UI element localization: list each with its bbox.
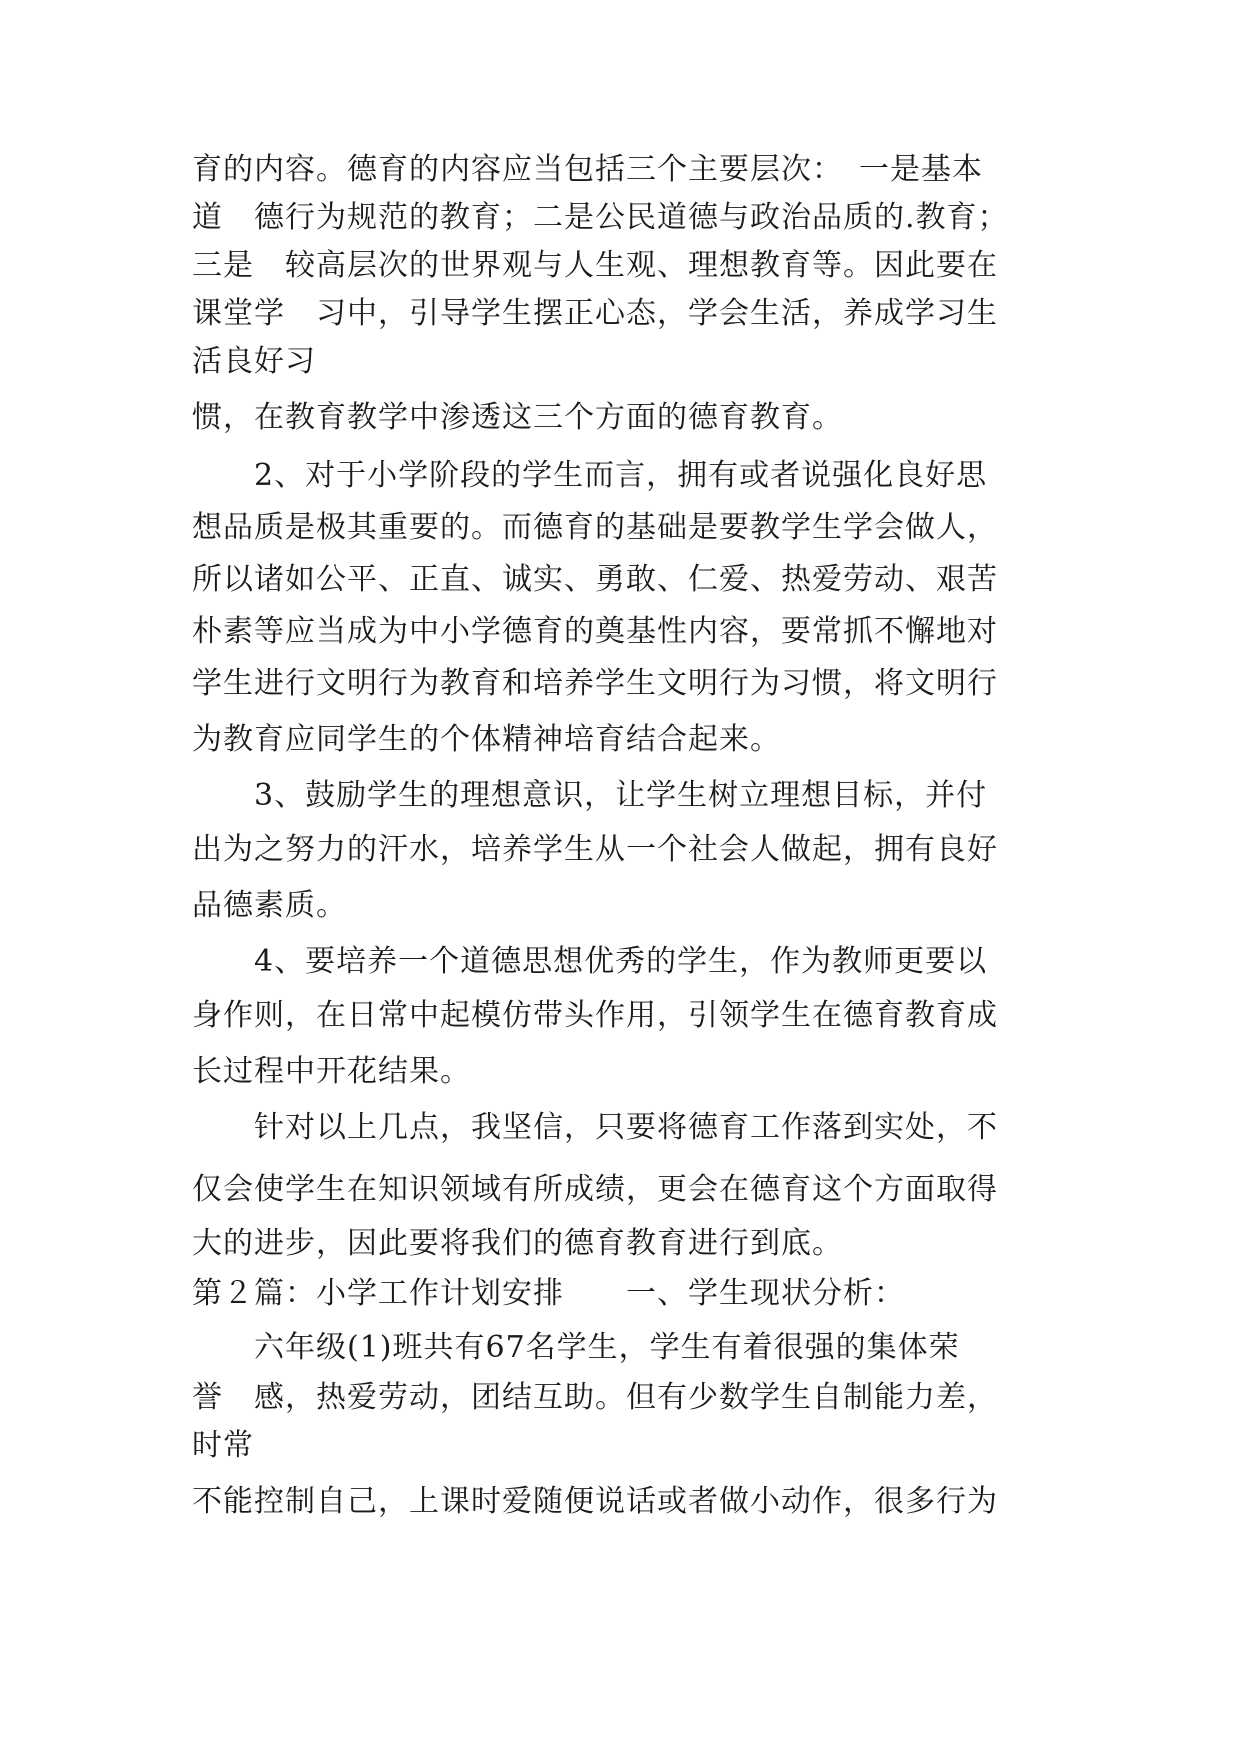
text-line: 育的内容。德育的内容应当包括三个主要层次： 一是基本 [192, 152, 983, 187]
text-line: 大的进步，因此要将我们的德育教育进行到底。 [192, 1226, 843, 1261]
text-line: 课堂学 习中，引导学生摆正心态，学会生活，养成学习生 [192, 296, 998, 331]
text-line: 针对以上几点，我坚信，只要将德育工作落到实处，不 [192, 1110, 998, 1145]
text-line: 2、对于小学阶段的学生而言，拥有或者说强化良好思 [192, 458, 988, 493]
text-line: 仅会使学生在知识领域有所成绩，更会在德育这个方面取得 [192, 1172, 998, 1207]
text-line: 3、鼓励学生的理想意识，让学生树立理想目标，并付 [192, 778, 988, 813]
text-line: 誉 感，热爱劳动，团结互助。但有少数学生自制能力差， [192, 1380, 998, 1415]
text-line: 惯，在教育教学中渗透这三个方面的德育教育。 [192, 400, 843, 435]
text-line: 三是 较高层次的世界观与人生观、理想教育等。因此要在 [192, 248, 998, 283]
text-line: 品德素质。 [192, 888, 347, 923]
text-line: 活良好习 [192, 344, 316, 379]
text-line: 长过程中开花结果。 [192, 1054, 471, 1089]
text-line: 道 德行为规范的教育；二是公民道德与政治品质的.教育； [192, 200, 1009, 235]
text-line: 身作则，在日常中起模仿带头作用，引领学生在德育教育成 [192, 998, 998, 1033]
text-line: 六年级(1)班共有67名学生，学生有着很强的集体荣 [192, 1330, 960, 1365]
text-line: 所以诸如公平、正直、诚实、勇敢、仁爱、热爱劳动、艰苦 [192, 562, 998, 597]
text-line: 4、要培养一个道德思想优秀的学生，作为教师更要以 [192, 944, 988, 979]
text-line: 想品质是极其重要的。而德育的基础是要教学生学会做人， [192, 510, 998, 545]
section-heading: 第２篇：小学工作计划安排 一、学生现状分析： [192, 1276, 905, 1311]
text-line: 时常 [192, 1428, 254, 1463]
text-line: 出为之努力的汗水，培养学生从一个社会人做起，拥有良好 [192, 832, 998, 867]
text-line: 不能控制自己，上课时爱随便说话或者做小动作，很多行为 [192, 1484, 998, 1519]
text-line: 朴素等应当成为中小学德育的奠基性内容，要常抓不懈地对 [192, 614, 998, 649]
text-line: 学生进行文明行为教育和培养学生文明行为习惯，将文明行 [192, 666, 998, 701]
text-line: 为教育应同学生的个体精神培育结合起来。 [192, 722, 781, 757]
